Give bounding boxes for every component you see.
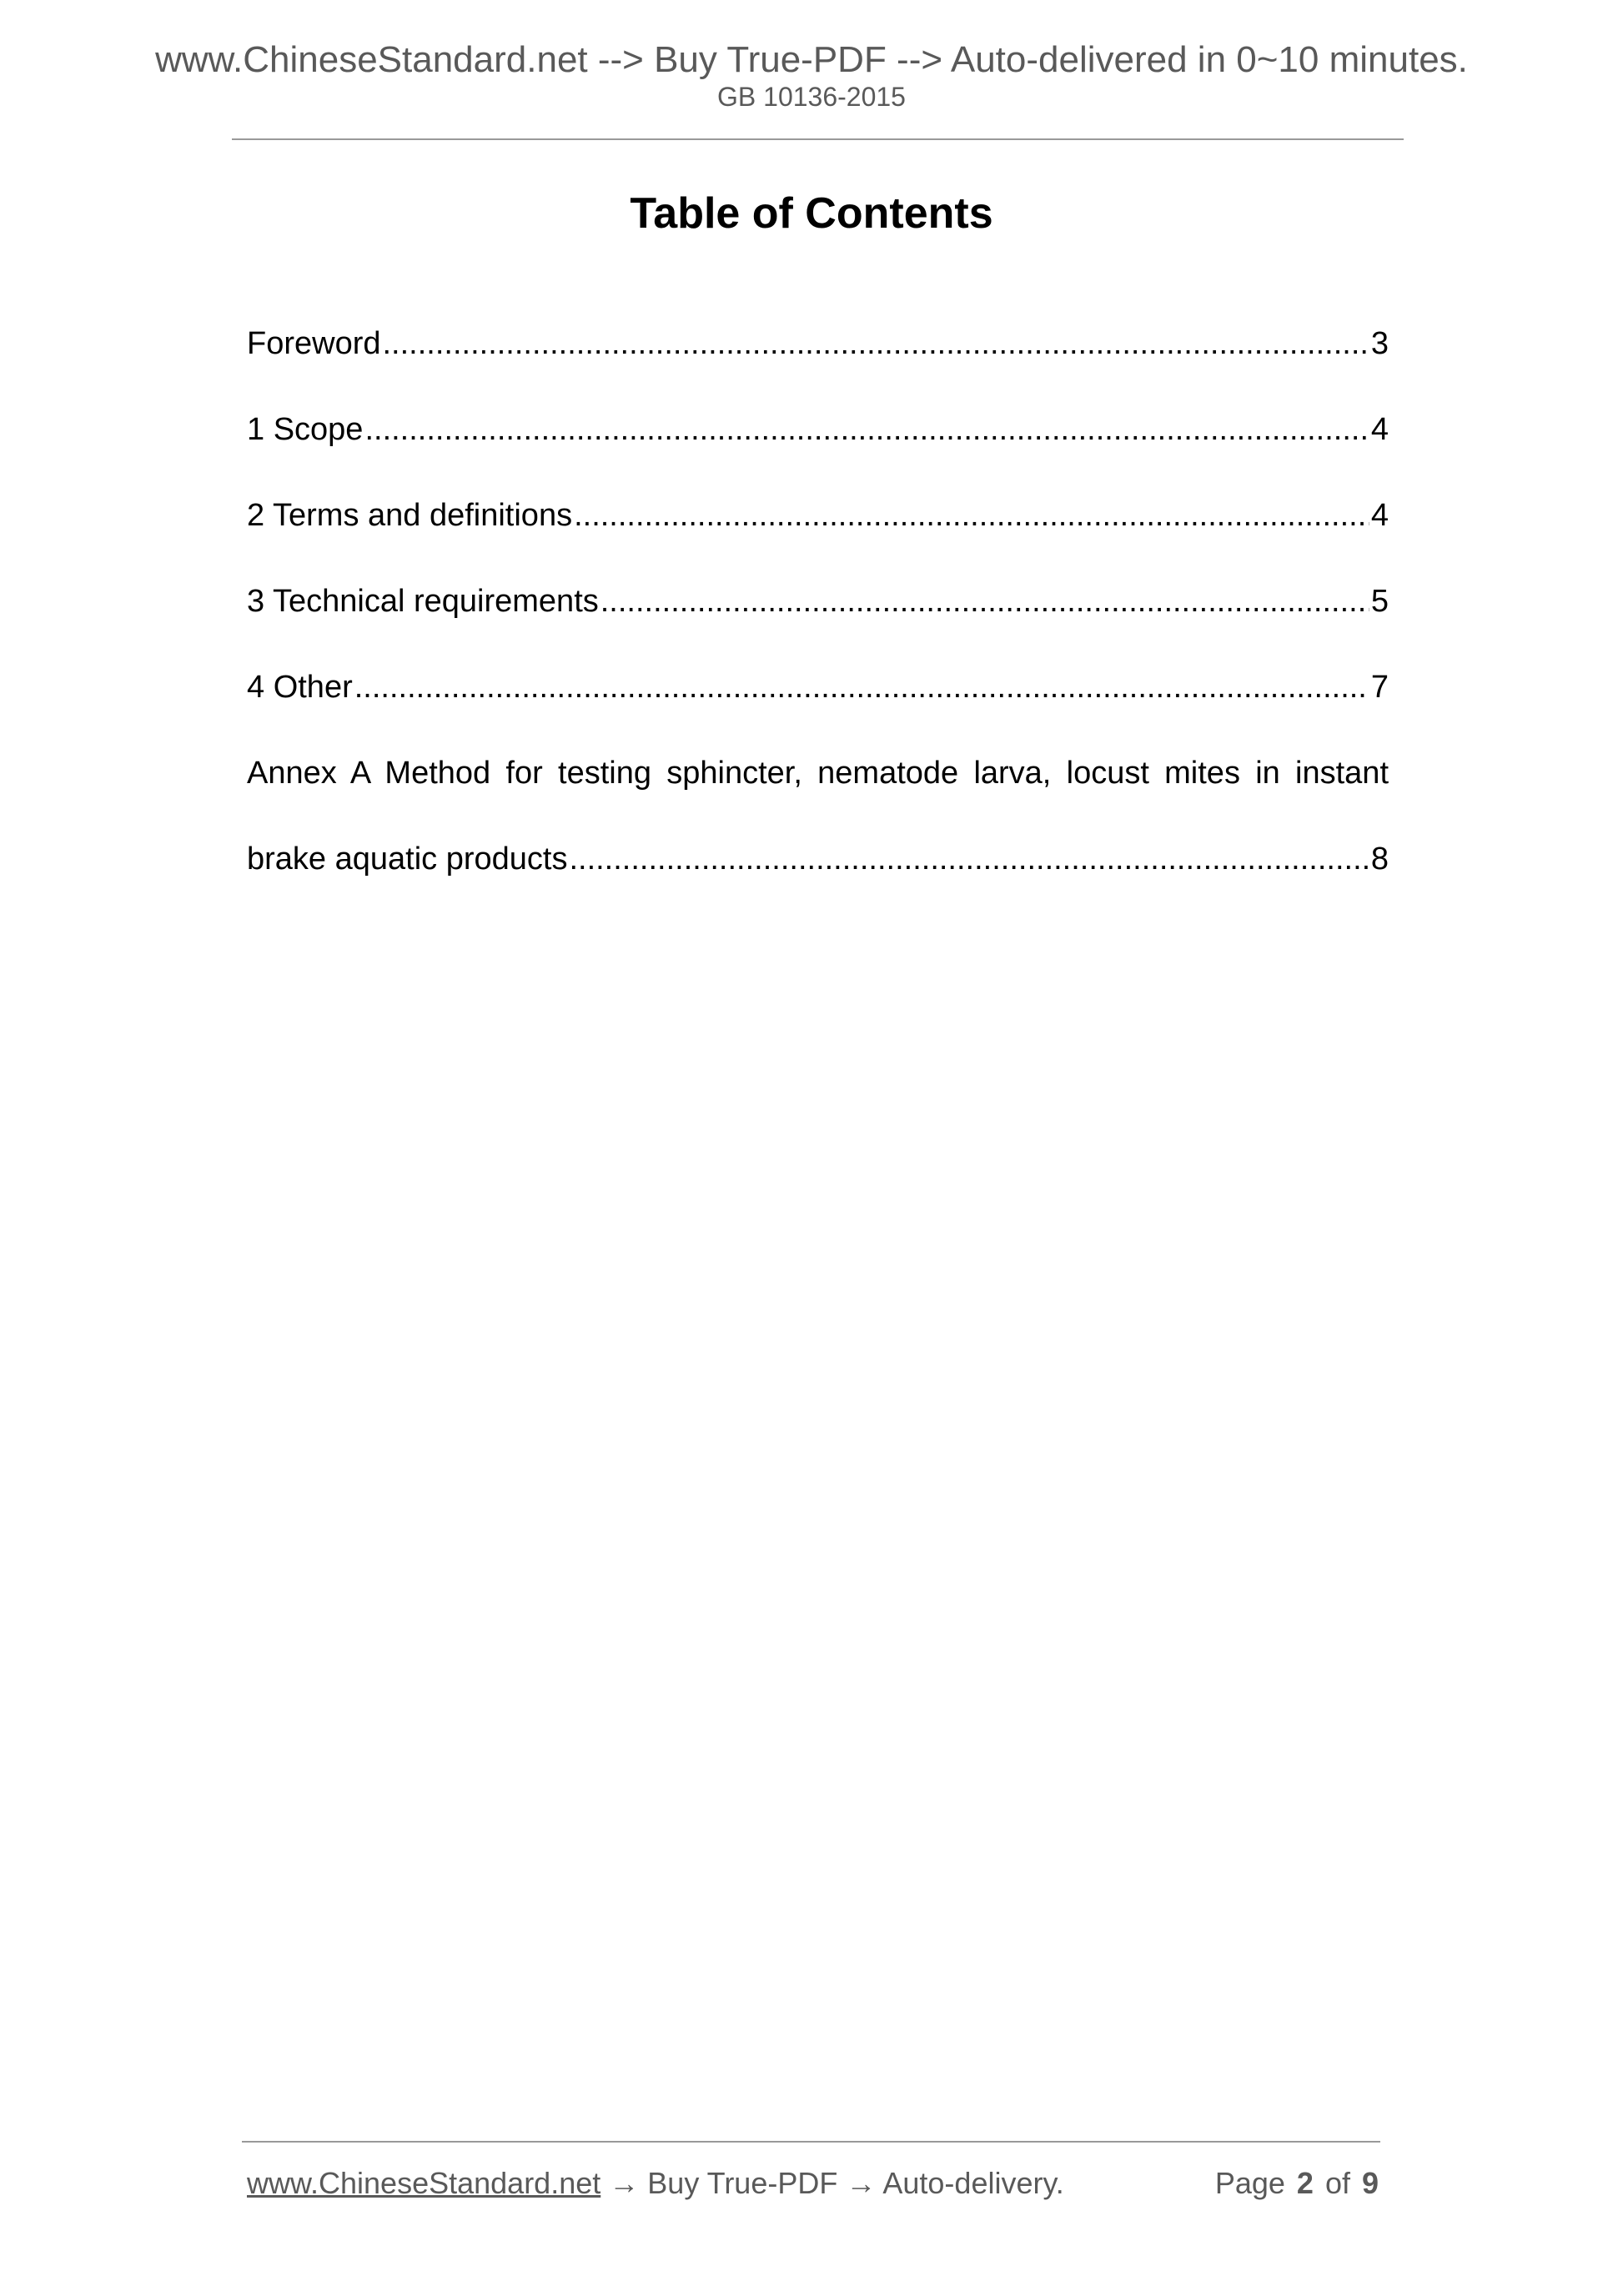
page-number	[1215, 2165, 1379, 2201]
page-title: Table of Contents	[630, 189, 993, 238]
toc-entry-other[interactable]	[247, 669, 1389, 755]
toc-entry-page: 7	[1370, 670, 1389, 705]
toc-entry-annex-a-line1[interactable]: Annex A Method for testing sphincter, nematode larva, locust mites in instant	[247, 756, 1389, 791]
toc-entry-foreword[interactable]	[247, 325, 1389, 411]
header-divider	[232, 138, 1404, 140]
toc-leader-dots	[354, 669, 1369, 707]
page-label: Page	[1214, 2166, 1285, 2200]
toc-leader-dots	[574, 497, 1369, 535]
toc-entry-label: 1 Scope	[247, 412, 364, 447]
toc-entry-label: Foreword	[247, 326, 381, 361]
toc-entry-label: 2 Terms and definitions	[247, 498, 573, 533]
arrow-right-icon: →	[609, 2166, 640, 2200]
toc-entry-page: 4	[1370, 412, 1389, 447]
page-of-label: of	[1324, 2166, 1350, 2200]
top-banner: www.ChineseStandard.net --> Buy True-PDF --> Auto-delivered in 0~10 minutes.	[155, 39, 1468, 80]
toc-entry-label: brake aquatic products	[247, 842, 568, 877]
toc-entry-label: 3 Technical requirements	[247, 584, 599, 619]
standard-code: GB 10136-2015	[717, 82, 906, 112]
page-total: 9	[1361, 2166, 1379, 2200]
footer-delivery-text: Auto-delivery.	[882, 2166, 1064, 2200]
toc-entry-label: 4 Other	[247, 670, 353, 705]
footer-site-link[interactable]: www.ChineseStandard.net	[247, 2166, 601, 2200]
toc-leader-dots	[569, 841, 1369, 879]
toc-entry-page: 3	[1370, 326, 1389, 361]
toc-leader-dots	[600, 583, 1369, 621]
arrow-right-icon: →	[846, 2166, 877, 2200]
footer-divider	[242, 2141, 1380, 2143]
toc-entry-technical-requirements[interactable]	[247, 583, 1389, 669]
page-current: 2	[1296, 2166, 1314, 2200]
footer-promo	[247, 2165, 1064, 2201]
footer-buy-text: Buy True-PDF	[647, 2166, 838, 2200]
toc-entry-page: 8	[1370, 842, 1389, 877]
toc-entry-terms[interactable]	[247, 497, 1389, 583]
toc-entry-page: 4	[1370, 498, 1389, 533]
toc-entry-scope[interactable]	[247, 411, 1389, 497]
table-of-contents	[247, 325, 1389, 927]
toc-leader-dots	[364, 411, 1369, 450]
toc-entry-page: 5	[1370, 584, 1389, 619]
toc-leader-dots	[383, 325, 1369, 364]
toc-entry-annex-a[interactable]	[247, 841, 1389, 927]
